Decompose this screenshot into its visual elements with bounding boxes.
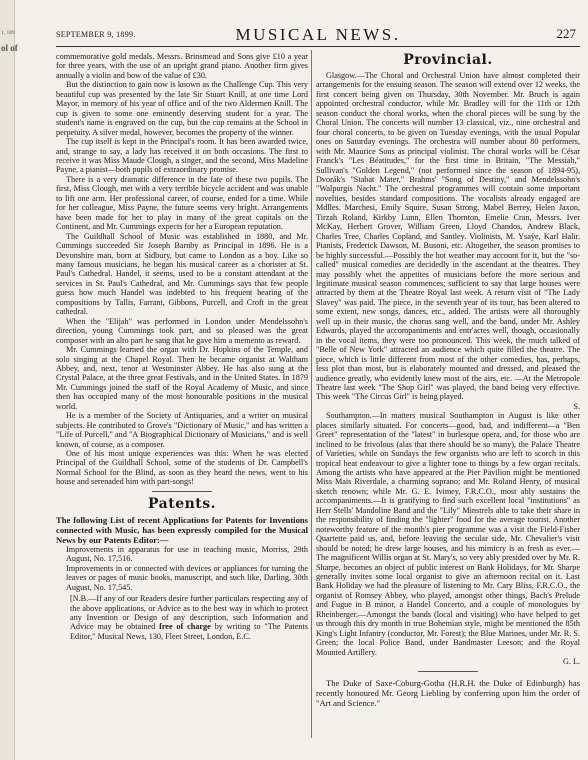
page-header xyxy=(56,26,580,47)
article-paragraph: When the "Elijah" was performed in London under Mendelssohn's direction, young Cummings took part, and so pleased was the great composer with an alto part he sang that he gave him a memento as reward. xyxy=(56,316,308,345)
patent-item: Improvements in or connected with devices or appliances for turning the leaves or pages of music books, manuscript, and such like, Darling, 30th August, No. 17,545. xyxy=(66,563,308,592)
provincial-heading: Provincial. xyxy=(403,52,493,68)
patents-notice-text: [N.B.—If any of our Readers desire further particulars respecting any of the above applications, or Advice as to the best way in which to protect any Invention or Design of any description, such Information and Advice may be obtained xyxy=(70,594,308,632)
publication-title: MUSICAL NEWS. xyxy=(235,25,401,44)
right-column xyxy=(316,52,580,708)
glasgow-report: Glasgow.—The Choral and Orchestral Union have almost completed their arrangements for the ensuing season. The season will extend over 12 weeks, the first concert being given on Thursday, 30th November. Mr. Bruch is again appointed orchestral conductor, while Mr. Bradley will for the 11th or 12th season conduct the choral works, when the choral pieces will be sung by the Choral Union. The concerts will number 13 classical, viz., nine orchestral and four choral concerts, to be given on Tuesday evenings, with the usual Popular ones on Saturday evenings. The orchestra will number about 80 performers, with Mr. Maurice Sons as principal violinist. The choral works will be César Franck's "Les Béatitudes," for the first time in Britain, "The Messiah," Sullivan's "Golden Legend," (not performed since the season of 1894-95), Dvorák's "Stabat Mater," Brahms' "Song of Destiny," and Mendelssohn's "Walpurgis Nacht." The orchestral programmes will contain some important novelties, besides standard compositions. The vocalists already engaged are Mdlles. Marchesi, Emily Squire, Susan Strong, Mabel Berrey, Helen Jaxon, Tirzah Roland, Kirkby Lunn, Ellen Thornton, Emelie Cran, Messrs. Iver McKay, Herbert Grover, William Green, Lloyd Chandos, Andrew Black, Charles Tree, Charles Copland, and Santley. Violinists, M. Ysaÿe, Karl Halir. Pianists, Frederick Dawson, M. Busoni, etc. Altogether, the season promises to be highly successful.—Possibly the hot weather may account for it, but the "so-called" musical comedies are decidedly in the ascendant at the theatres. They may possibly whet the appetites of musicians before the more serious and legitimate musical season commences; sufficient to say that large houses were attracted by them at the Theatre Royal last week. A return visit of "The Lady Slavey" was paid. The piece, in the seventh year of its tour, has been altered to some extent, new songs, dances, etc., added. The artists were all thoroughly well up in their music, the chorus sang well, and the band, under Mr. Ashley Edwards, played the accompaniments and entr'actes well, though, occasionally in the vocal items, they were too pronounced. This week, the much talked of "Belle of New York" attracted an audience which quite filled the theatre. The piece, which is little different from most of the other comedies, has, perhaps, less plot than most, but is elaborately mounted and dressed, and pleased the audience greatly, who evidently knew most of the airs, etc. —At the Metropole Theatre last week "The Shop Girl" was played, the band being very effective. This week "The Circus Girl" is being played. xyxy=(316,71,580,402)
previous-page-edge xyxy=(0,0,18,760)
article-paragraph: He is a member of the Society of Antiquaries, and a writer on musical subjects. He contributed to Grove's "Dictionary of Music," and has written a "Life of Purcell," and "A Biographical Dictionary of Musicians," and is well known, of course, as a composer. xyxy=(56,411,308,449)
patents-notice-tail: by writing to "The Patents Editor," Musical News, 130, Fleet Street, London, E.C. xyxy=(70,622,308,641)
section-divider xyxy=(152,491,212,492)
article-paragraph: But the distinction to gain now is known as the Challenge Cup. This very beautiful cup was presented by the late Sir Stuart Knill, at one time Lord Mayor, in memory of his year of office and of the two Aldermen Knill. The cup is given to some one eminently deserving student for a year. The student's name is engraved on the cup, but the cup remains at the School in perpetuity. A silver medal, however, becomes the property of the winner. xyxy=(56,80,308,137)
page-number: 227 xyxy=(556,26,576,41)
article-paragraph: The cup itself is kept in the Principal's room. It has been awarded twice, and, strange to say, a lady has received it on both occasions. The first to receive it was Miss Maude Clough, a singer, and the second, Miss Madeline Payne, a pianist—both pupils of extraordinary promise. xyxy=(56,137,308,175)
patent-item: Improvements in apparatus for use in teaching music, Morriss, 29th August, No. 17,516. xyxy=(66,544,308,564)
southampton-signature: G. L. xyxy=(562,657,580,667)
edge-line: 1, 189 xyxy=(1,30,15,36)
column-divider xyxy=(311,50,312,738)
glasgow-signature: S. xyxy=(573,401,580,411)
patents-notice xyxy=(56,594,308,641)
southampton-report: Southampton.—In matters musical Southampton in August is like other places similarly situated. For concerts—good, bad, and indifferent—a "Ben Greet" representation of the "latest" in burlesque opera, and, for those who are inclined to be frivolous (alas that there should be so many), the Palace Theatre of Varieties, while on Sundays the few organists who are left to scorch in this tropical heat endeavour to give a lighter tone to things by a few organ recitals. Among the artists who have appeared at the Pier Pavilion might be mentioned Miss Mais Riverdale, a charming soprano; and Mr. Roland Henry, of musical sketch renown; while Mr. G. E. Ivimey, F.R.C.O., most ably sustains the accompaniments.—It is gratifying to find such excellent local "institutions" as Herr Stells' Mandoline Band and the "Lily" Minstrels able to take their share in the responsibility of finding the "lighter" food for the average tourist. Another noteworthy feature of the month's pier programme was a visit the Field-Fisher Quartette paid us, and, before leaving the secular side, Mr. Chevalier's visit should be noted; he drew large houses, and his mimicry is as fresh as ever.—The magnificent Willis organ at St. Mary's, so very ably presided over by Mr. R. Sharpe, becomes an object of public interest on Bank Holidays, for Mr. Sharpe generally invites some local organist to give an afternoon recital on it. Last Bank Holiday we had the pleasure of listening to Mr. Cary Bliss, F.R.C.O., the organist of Romsey Abbey, who played, amongst other things, Bach's Prelude and Fugue in B minor, a Handel Concerto, and a couple of monologues by Rheinberger.—Amongst the bands (local and visiting) who have helped to get us through this dry month in true Bohemian style, might be mentioned the 85th King's Light Infantry (conductor, Mr. Forest); the Blue Marines, under Mr. R. S. Green; the local Police Band, under Bandmaster Leeson; and the Royal Mounted Artillery. xyxy=(316,411,580,657)
section-divider xyxy=(418,671,478,672)
article-paragraph: commemorative gold medals. Messrs. Brinsmead and Sons give £10 a year for three years, with the use of an upright grand piano. Another firm gives annually a violin and bow of the value of £30. xyxy=(56,52,308,80)
left-column xyxy=(56,52,308,641)
closing-notice: The Duke of Saxe-Coburg-Gotha (H.R.H. the Duke of Edinburgh) has recently honoured Mr. Georg Liebling by conferring upon him the order of "Art and Science." xyxy=(316,677,580,708)
edge-line: ol of xyxy=(1,43,18,53)
article-paragraph: There is a very dramatic difference in the fate of these two pupils. The first, Miss Clough, met with a very terrible bicycle accident and was unable to lift one arm. Her professional career, of course, ended for a time. While for her colleague, Miss Payne, the future seems very bright. Arrangements have been made for her to play in many of the great capitals on the Continent, and Mr. Cummings expects for her a European reputation. xyxy=(56,174,308,232)
patents-intro: The following List of recent Applications for Patents for Inventions connected with Music, has been expressly compiled for the Musical News by our Patents Editor:— xyxy=(56,514,308,545)
patents-heading: Patents. xyxy=(148,495,216,512)
article-paragraph: One of his most unique experiences was this: When he was elected Principal of the Guildhall School, some of the students of Dr. Campbell's Normal School for the Blind, as soon as they heard the news, went to his house and serenaded him with part-songs! xyxy=(56,449,308,487)
issue-date: SEPTEMBER 9, 1899. xyxy=(56,30,136,39)
article-paragraph: Mr. Cummings learned the organ with Dr. Hopkins of the Temple, and solo singing at the Chapel Royal. Then he became organist at Waltham Abbey, and, next, tenor at Westminster Abbey. He has also sung at the Crystal Palace, at the three great Festivals, and in the United States. In 1879 Mr. Cummings joined the staff of the Royal Academy of Music, and since then has occupied many of the most honourable positions in the musical world. xyxy=(56,345,308,411)
article-paragraph: The Guildhall School of Music was established in 1880, and Mr. Cummings succeeded Sir Joseph Barnby as Principal in 1896. He is a Devonshire man, born at Sidbury, but came to London as a boy. Like so many famous musicians, he began his musical career as a chorister at St. Paul's Cathedral. Handel, it seems, used to be a constant attendant at the services in St. Paul's Cathedral, and Mr. Cummings says that few people guess how much Handel was indebted to his frequent hearing of the compositions by Tallis, Farrant, Gibbons, Purcell, and Croft in the great cathedral. xyxy=(56,231,308,317)
patents-notice-bold: free of charge xyxy=(159,622,211,632)
